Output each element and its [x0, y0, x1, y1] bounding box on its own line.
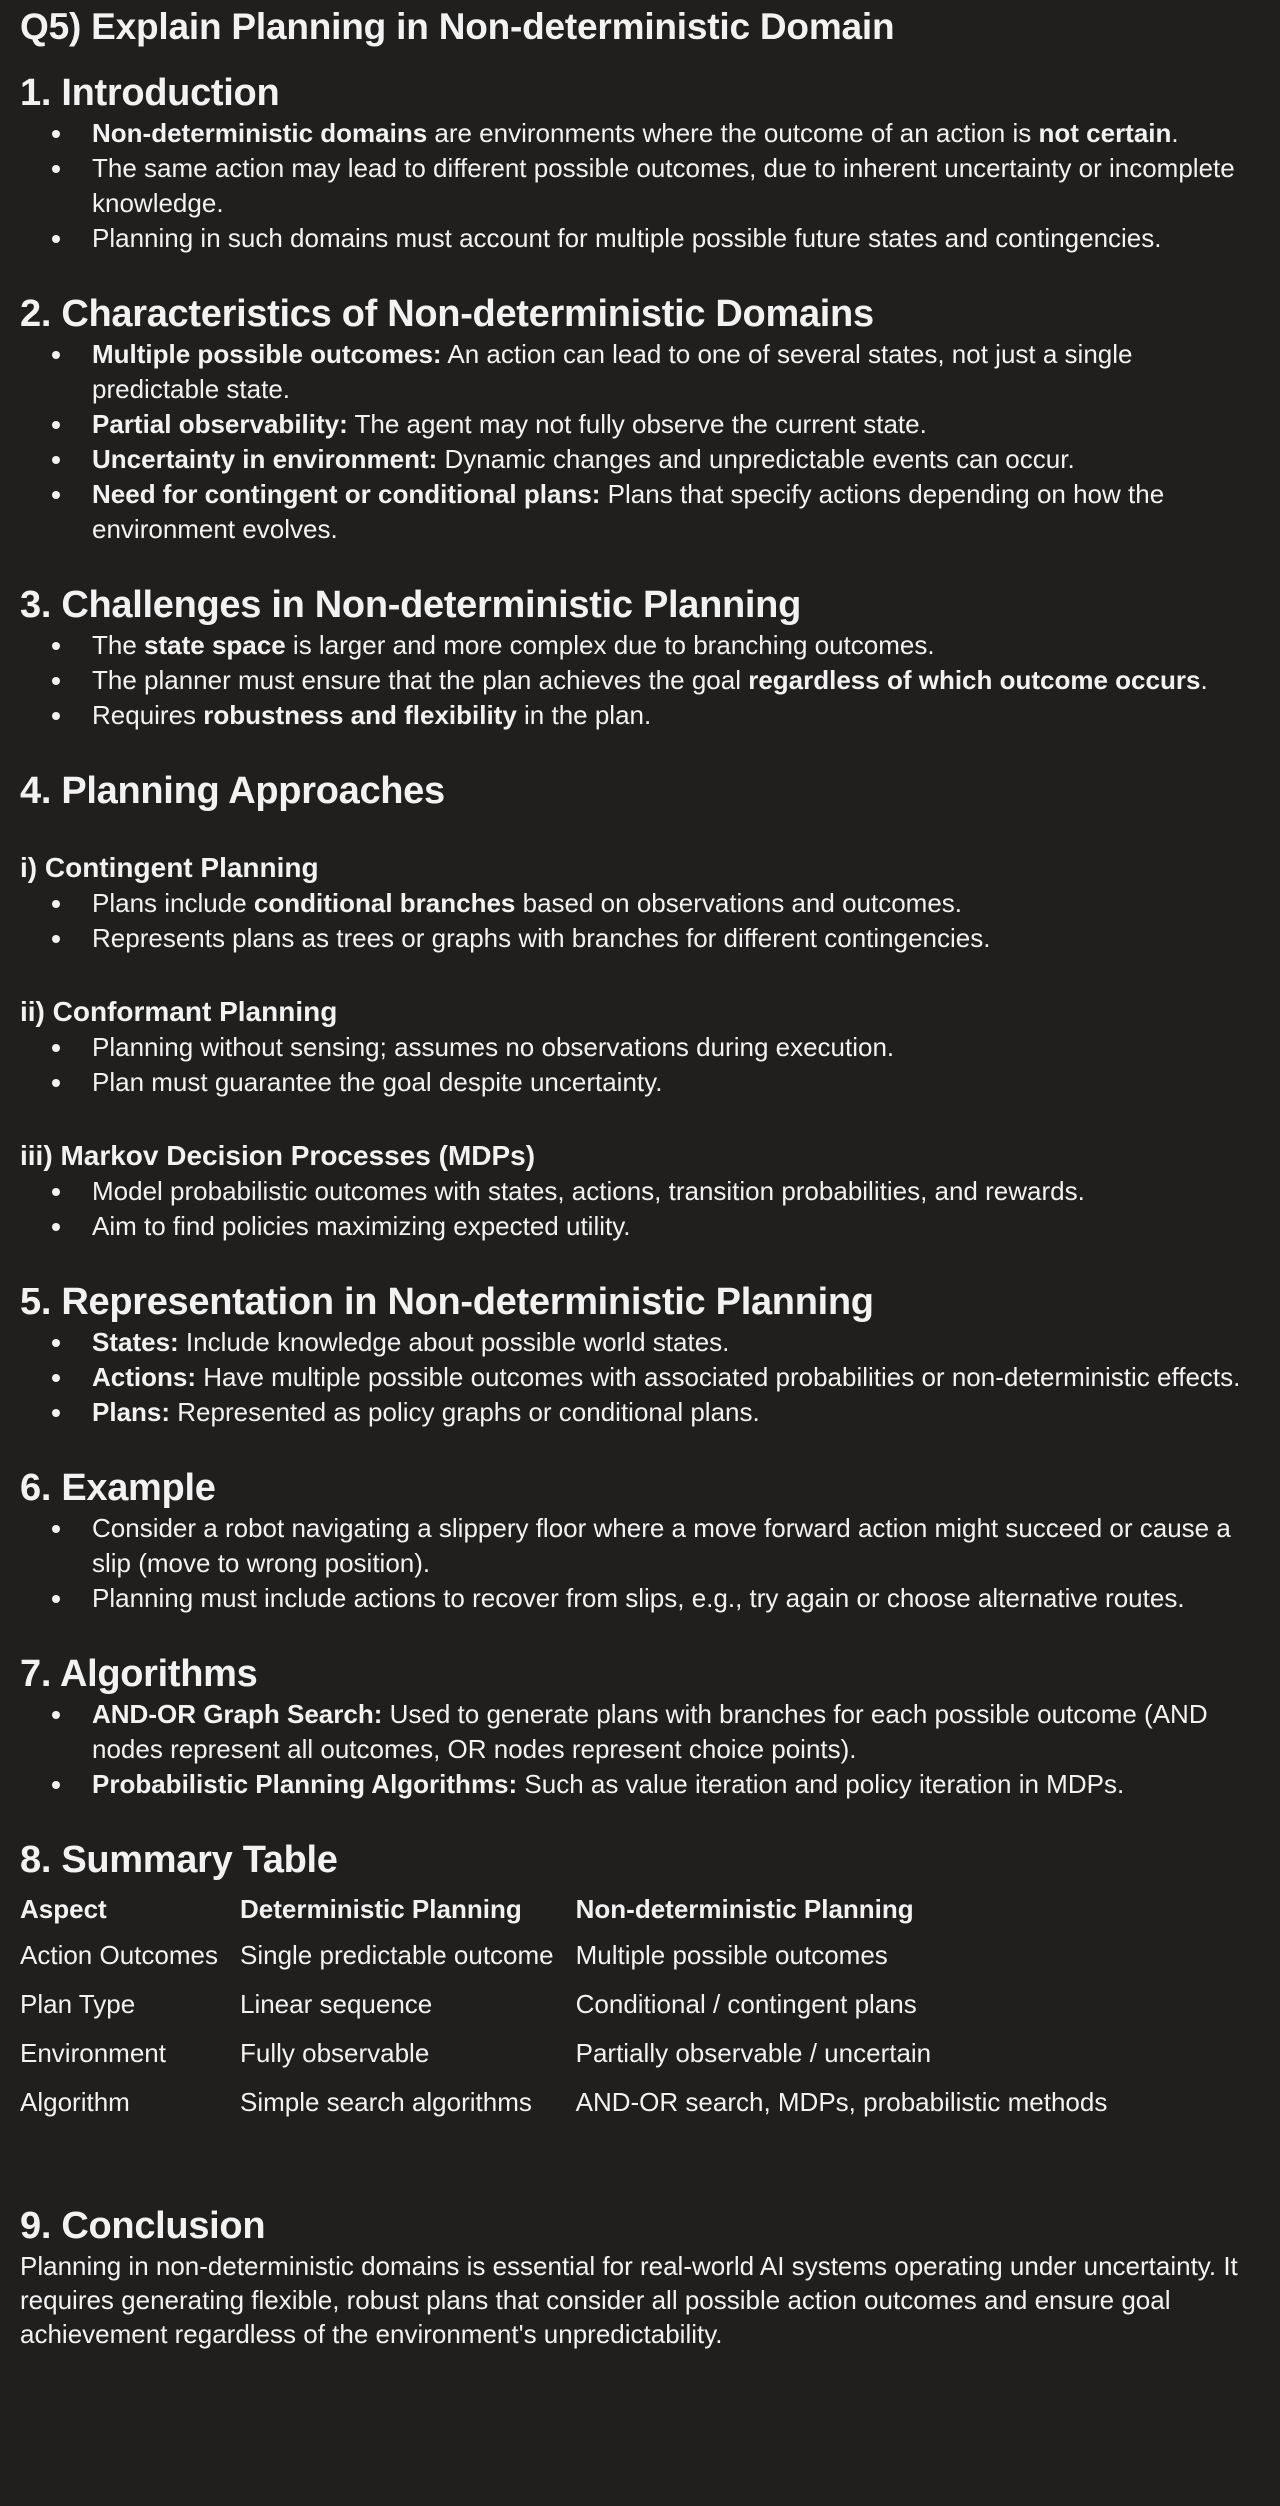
text: Include knowledge about possible world states.	[178, 1327, 730, 1357]
bold-text: not certain	[1038, 118, 1172, 148]
bullet-list	[20, 886, 1260, 956]
table-header-row	[20, 1887, 1129, 1931]
table-cell: Multiple possible outcomes	[575, 1940, 888, 1970]
section-heading: 4. Planning Approaches	[20, 770, 445, 812]
list-item	[92, 1065, 1260, 1100]
text: Planning without sensing; assumes no observations during execution.	[92, 1032, 895, 1062]
text: is larger and more complex due to branching outcomes.	[285, 630, 935, 660]
table-cell: Algorithm	[20, 2087, 130, 2117]
section-heading: 9. Conclusion	[20, 2205, 266, 2247]
page-title: Q5) Explain Planning in Non-deterministic Domain	[20, 6, 895, 47]
list-item	[92, 628, 1260, 663]
text: Model probabilistic outcomes with states, actions, transition probabilities, and rewards.	[92, 1176, 1085, 1206]
section-example	[20, 1465, 1260, 1616]
text: are environments where the outcome of an action is	[427, 118, 1039, 148]
section-heading: 6. Example	[20, 1467, 216, 1509]
subsection-mdp	[20, 1138, 1260, 1244]
text: The agent may not fully observe the current state.	[347, 409, 927, 439]
bullet-list	[20, 337, 1260, 547]
list-item	[92, 221, 1260, 256]
table-cell: Conditional / contingent plans	[575, 1989, 917, 2019]
table-cell: Environment	[20, 2038, 166, 2068]
list-item	[92, 151, 1260, 221]
text: Represented as policy graphs or conditional plans.	[170, 1397, 760, 1427]
section-heading: 5. Representation in Non-deterministic Planning	[20, 1281, 874, 1323]
bold-text: States:	[92, 1327, 179, 1357]
text: based on observations and outcomes.	[515, 888, 963, 918]
text: Requires	[92, 700, 204, 730]
bold-text: Partial observability:	[92, 409, 348, 439]
bold-text: robustness and flexibility	[203, 700, 517, 730]
table-cell: Simple search algorithms	[239, 2087, 532, 2117]
list-item	[92, 1395, 1260, 1430]
table-row	[20, 1931, 1129, 1980]
table-cell: Linear sequence	[239, 1989, 433, 2019]
list-item	[92, 1174, 1260, 1209]
section-heading: 2. Characteristics of Non-deterministic Domains	[20, 293, 874, 335]
list-item	[92, 1325, 1260, 1360]
list-item	[92, 337, 1260, 407]
subsection-conformant	[20, 994, 1260, 1100]
text: Such as value iteration and policy iteration in MDPs.	[517, 1769, 1125, 1799]
text: Planning in such domains must account for multiple possible future states and contingencies.	[92, 223, 1162, 253]
subsection-contingent	[20, 850, 1260, 956]
list-item	[92, 663, 1260, 698]
text: An action can lead to one of several states, not just a single predictable state.	[92, 339, 1133, 404]
list-item	[92, 442, 1260, 477]
summary-table	[20, 1887, 1129, 2127]
text: .	[1200, 665, 1208, 695]
list-item	[92, 1030, 1260, 1065]
text: Aim to find policies maximizing expected utility.	[92, 1211, 631, 1241]
section-characteristics	[20, 291, 1260, 547]
bullet-list	[20, 1030, 1260, 1100]
bold-text: Need for contingent or conditional plans:	[92, 479, 601, 509]
section-heading: 7. Algorithms	[20, 1653, 258, 1695]
bold-text: conditional branches	[253, 888, 516, 918]
section-summary-table	[20, 1837, 1260, 2127]
bold-text: Non-deterministic domains	[92, 118, 428, 148]
bullet-list	[20, 1511, 1260, 1616]
list-item	[92, 407, 1260, 442]
text: Plan must guarantee the goal despite uncertainty.	[92, 1067, 663, 1097]
bullet-list	[20, 1174, 1260, 1244]
section-challenges	[20, 582, 1260, 733]
subsection-heading: ii) Conformant Planning	[20, 996, 338, 1027]
text: The planner must ensure that the plan achieves the goal	[92, 665, 749, 695]
bullet-list	[20, 1697, 1260, 1802]
list-item	[92, 1511, 1260, 1581]
text: Planning must include actions to recover from slips, e.g., try again or choose alternative routes.	[92, 1583, 1185, 1613]
list-item	[92, 1581, 1260, 1616]
conclusion-text: Planning in non-deterministic domains is essential for real-world AI systems operating under uncertainty. It requires generating flexible, robust plans that consider all possible action outcomes and ensure goal achievement regardless of the environment's unpredictability.	[20, 2251, 1238, 2349]
text: The	[92, 630, 145, 660]
column-header: Deterministic Planning	[239, 1893, 522, 1924]
table-cell: AND-OR search, MDPs, probabilistic methods	[575, 2087, 1108, 2117]
list-item	[92, 477, 1260, 547]
list-item	[92, 116, 1260, 151]
text: Dynamic changes and unpredictable events can occur.	[437, 444, 1075, 474]
text: Represents plans as trees or graphs with branches for different contingencies.	[92, 923, 991, 953]
text: .	[1171, 118, 1179, 148]
section-introduction	[20, 70, 1260, 256]
bullet-list	[20, 628, 1260, 733]
table-row	[20, 1980, 1129, 2029]
text: Used to generate plans with branches for each possible outcome (AND nodes represent all outcomes, OR nodes represent choice points).	[92, 1699, 1208, 1764]
table-cell: Action Outcomes	[20, 1940, 218, 1970]
table-cell: Plan Type	[20, 1989, 136, 2019]
text: The same action may lead to different possible outcomes, due to inherent uncertainty or incomplete knowledge.	[92, 153, 1235, 218]
section-heading: 1. Introduction	[20, 72, 280, 114]
list-item	[92, 698, 1260, 733]
bold-text: Actions:	[92, 1362, 196, 1392]
subsection-heading: i) Contingent Planning	[20, 852, 319, 883]
table-cell: Fully observable	[239, 2038, 430, 2068]
list-item	[92, 1697, 1260, 1767]
subsection-heading: iii) Markov Decision Processes (MDPs)	[20, 1140, 536, 1171]
column-header: Non-deterministic Planning	[575, 1893, 914, 1924]
list-item	[92, 886, 1260, 921]
section-representation	[20, 1279, 1260, 1430]
text: Plans that specify actions depending on how the environment evolves.	[92, 479, 1165, 544]
text: Plans include	[92, 888, 254, 918]
bullet-list	[20, 116, 1260, 256]
bold-text: Multiple possible outcomes:	[92, 339, 442, 369]
list-item	[92, 921, 1260, 956]
text: Have multiple possible outcomes with associated probabilities or non-deterministic effects.	[196, 1362, 1241, 1392]
bold-text: Probabilistic Planning Algorithms:	[92, 1769, 518, 1799]
section-conclusion	[20, 2203, 1260, 2351]
bold-text: AND-OR Graph Search:	[92, 1699, 383, 1729]
list-item	[92, 1360, 1260, 1395]
text: in the plan.	[516, 700, 652, 730]
table-row	[20, 2078, 1129, 2127]
bold-text: Uncertainty in environment:	[92, 444, 438, 474]
table-cell: Partially observable / uncertain	[575, 2038, 932, 2068]
table-row	[20, 2029, 1129, 2078]
list-item	[92, 1767, 1260, 1802]
section-heading: 3. Challenges in Non-deterministic Planning	[20, 584, 801, 626]
bullet-list	[20, 1325, 1260, 1430]
section-approaches	[20, 768, 1260, 1244]
text: Consider a robot navigating a slippery floor where a move forward action might succeed or cause a slip (move to wrong position).	[92, 1513, 1231, 1578]
section-heading: 8. Summary Table	[20, 1839, 338, 1881]
list-item	[92, 1209, 1260, 1244]
bold-text: Plans:	[92, 1397, 171, 1427]
column-header: Aspect	[20, 1893, 107, 1924]
bold-text: regardless of which outcome occurs	[748, 665, 1201, 695]
table-cell: Single predictable outcome	[239, 1940, 554, 1970]
bold-text: state space	[144, 630, 286, 660]
section-algorithms	[20, 1651, 1260, 1802]
